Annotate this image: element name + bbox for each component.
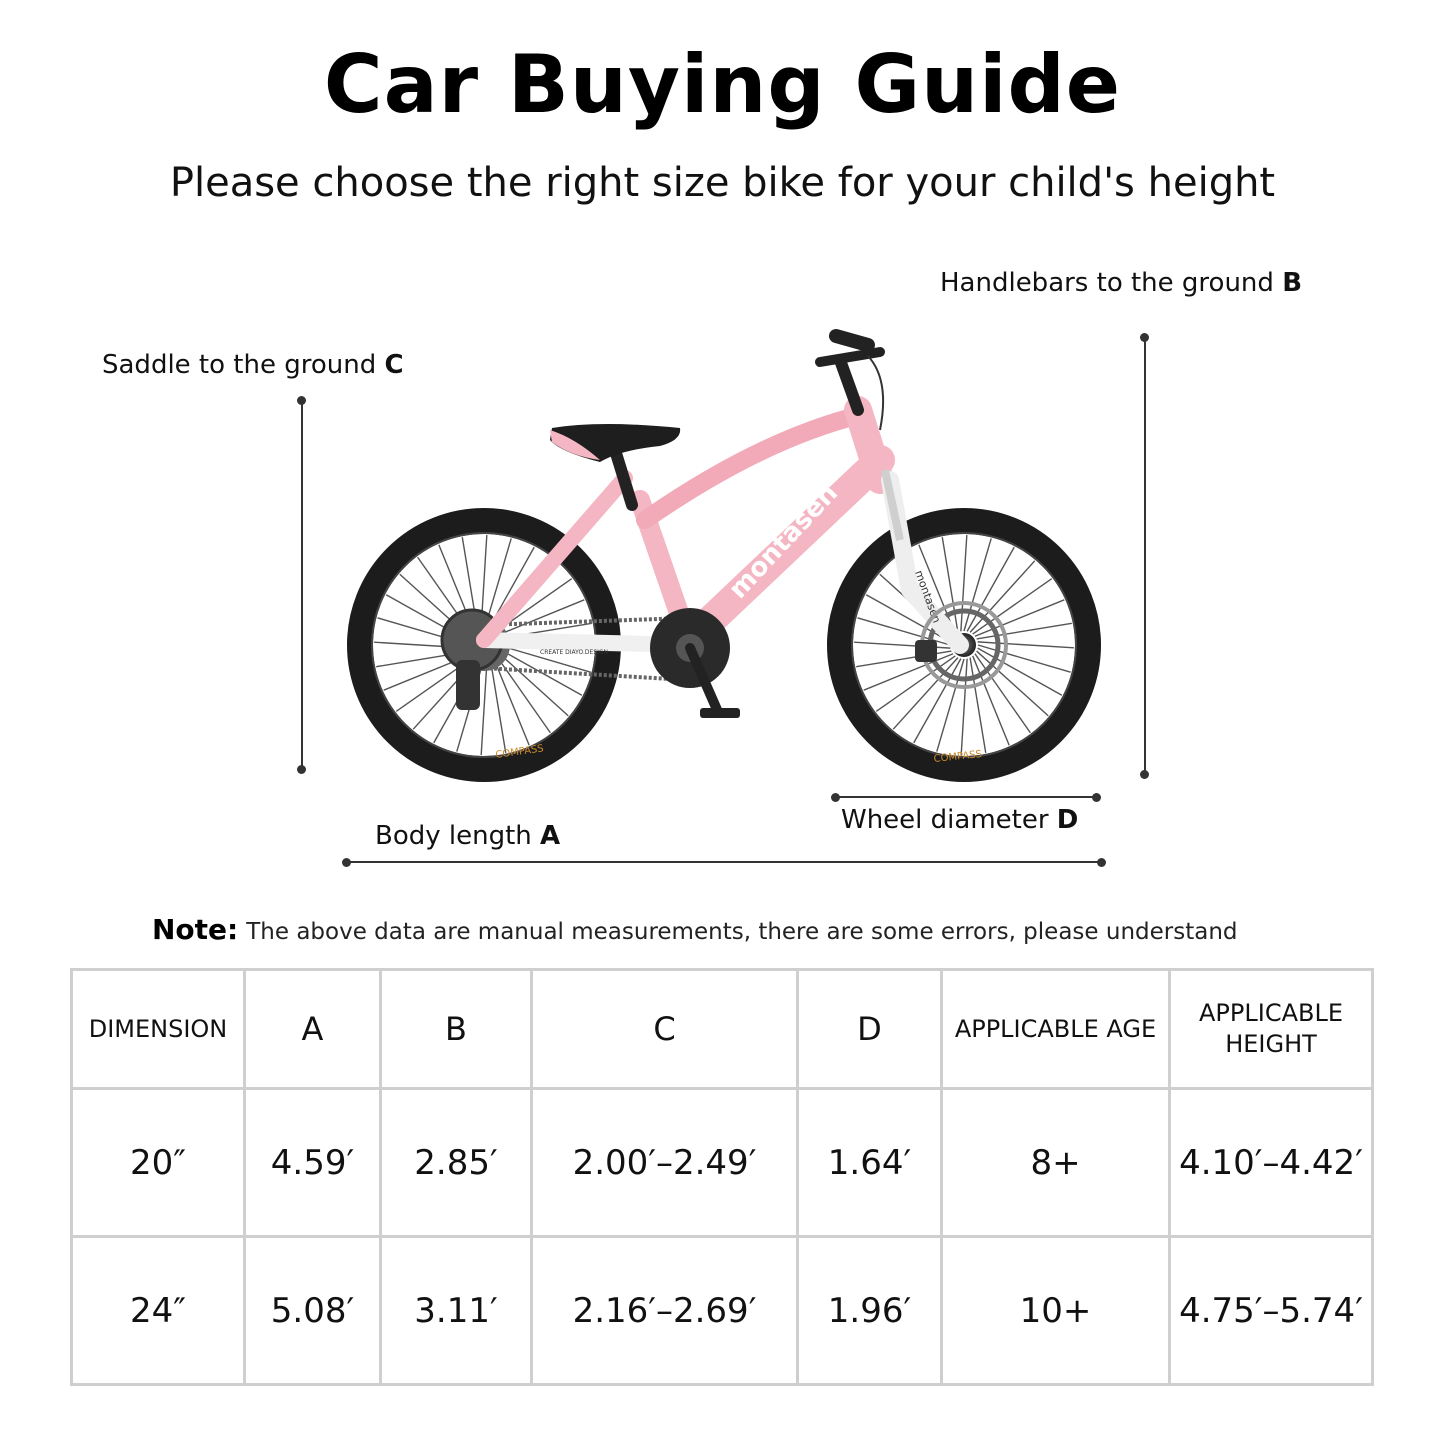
table-cell: 2.00′–2.49′ bbox=[532, 1089, 798, 1237]
bike-illustration bbox=[330, 320, 1120, 800]
fork-brand: montasen bbox=[912, 568, 944, 625]
wheel-spoke bbox=[978, 642, 1074, 648]
front-fork bbox=[890, 480, 960, 645]
table-cell: 2.16′–2.69′ bbox=[532, 1237, 798, 1385]
frame-brand: montasen bbox=[723, 478, 845, 605]
table-cell: 4.10′–4.42′ bbox=[1170, 1089, 1373, 1237]
saddle-measure-line bbox=[301, 400, 303, 769]
saddle-label: Saddle to the ground C bbox=[102, 350, 404, 380]
table-cell: 10+ bbox=[942, 1237, 1170, 1385]
wheel-spoke bbox=[490, 658, 506, 753]
table-row bbox=[72, 1089, 1373, 1237]
rear-tire-brand: COMPASS bbox=[494, 743, 545, 761]
handlebars-label: Handlebars to the ground B bbox=[940, 268, 1303, 298]
table-cell: 24″ bbox=[72, 1237, 245, 1385]
wheel-spoke bbox=[481, 659, 487, 755]
table-header-row bbox=[72, 970, 1373, 1089]
table-cell: 4.75′–5.74′ bbox=[1170, 1237, 1373, 1385]
page-title: Car Buying Guide bbox=[323, 38, 1122, 131]
table-header-cell: APPLICABLE HEIGHT bbox=[1170, 970, 1373, 1089]
handlebars-measure-line bbox=[1144, 337, 1146, 774]
table-header-cell: A bbox=[245, 970, 381, 1089]
saddle-dot-bottom bbox=[297, 765, 306, 774]
wheel-spoke bbox=[495, 654, 550, 733]
wheel-spoke bbox=[961, 535, 967, 631]
rear-derailleur bbox=[456, 660, 480, 710]
frame-decal: CREATE DIAYO.DESIGN bbox=[540, 649, 609, 656]
table-header-cell: APPLICABLE AGE bbox=[942, 970, 1170, 1089]
table-cell: 1.64′ bbox=[798, 1089, 942, 1237]
body-dot-right bbox=[1097, 858, 1106, 867]
table-row bbox=[72, 1237, 1373, 1385]
table-cell: 2.85′ bbox=[381, 1089, 532, 1237]
table-header-cell: DIMENSION bbox=[72, 970, 245, 1089]
body-length-label: Body length A bbox=[375, 821, 561, 851]
handlebars-dot-bottom bbox=[1140, 770, 1149, 779]
table-cell: 8+ bbox=[942, 1089, 1170, 1237]
pedal bbox=[700, 708, 740, 718]
measurement-note: Note: The above data are manual measurements, there are some errors, please understand bbox=[152, 913, 1238, 946]
table-header-cell: B bbox=[381, 970, 532, 1089]
table-cell: 5.08′ bbox=[245, 1237, 381, 1385]
handlebar-grip bbox=[836, 336, 868, 345]
page-subtitle: Please choose the right size bike for your child's height bbox=[169, 160, 1276, 206]
wheel-spoke bbox=[978, 648, 1062, 695]
wheel-spoke bbox=[914, 659, 961, 743]
stem bbox=[840, 360, 858, 410]
table-cell: 20″ bbox=[72, 1089, 245, 1237]
front-tire-brand: COMPASS bbox=[933, 748, 983, 765]
brake-caliper bbox=[915, 640, 937, 662]
size-table bbox=[70, 968, 1374, 1386]
table-cell: 1.96′ bbox=[798, 1237, 942, 1385]
wheel-spoke bbox=[961, 659, 967, 755]
table-header-cell: C bbox=[532, 970, 798, 1089]
wheel-spoke bbox=[967, 547, 1014, 631]
table-header-cell: D bbox=[798, 970, 942, 1089]
body-measure-line bbox=[346, 861, 1101, 863]
table-cell: 3.11′ bbox=[381, 1237, 532, 1385]
table-cell: 4.59′ bbox=[245, 1089, 381, 1237]
wheel-label: Wheel diameter D bbox=[841, 805, 1079, 835]
